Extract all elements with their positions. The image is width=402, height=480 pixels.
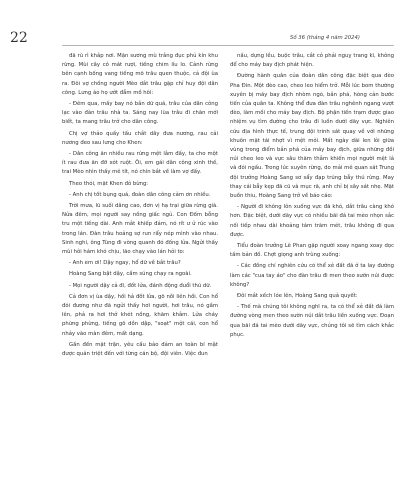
header-divider [62,45,394,46]
paragraph: - Mọi người dậy cả đi, đốt lửa, đánh động đuổi thú dữ. [69,282,212,289]
paragraph: - Người đi không lôn xuống vực đã khó, dắt trâu càng khó hơn. Đặc biệt, dưới dãy vực có nhiều bãi đá tai mèo nhọn sắc nối tiếp nhau dài khoảng tám trăm mét, trâu không đi qua được. [230,204,394,238]
paragraph: - Dân công ăn nhiều rau rừng mệt lắm đấy, ta cho một ít rau đưa ăn đỡ xót ruột. Ôi, em gái dân công xinh thế, trai Mèo nhìn thấy mê tít, nó chín bắt về làm vợ đấy. [62,151,218,176]
paragraph: Hoàng Sang bật dậy, cầm súng chạy ra ngoài. [69,271,192,278]
paragraph: Đôi mắt xếch lóe lên, Hoàng Sang quả quyết: [237,293,358,300]
paragraph: Gần đến mặt trận, yêu cầu bảo đảm an toàn bí mật được quán triệt đến với từng cán bộ, đội viên. Việc đun [62,341,218,358]
right-column [230,52,394,342]
paragraph: đã rù rì khắp nơi. Mặn sương mù trắng đục phủ kín khu rừng. Mùi cây cỏ mát rượi, tiếng chim líu lo. Cảnh rừng bên cạnh bống vang tiếng mõ trâu quen thuộc, cả đội ùa ra. Đôi vợ chồng người Mèo dắt trâu gặp chỉ huy đội dân công. Lưng áo họ ướt đẫm mồ hôi: [62,53,218,96]
paragraph: nấu, dựng lều, buộc trâu, cắt cỏ phải nguỵ trang kĩ, không để cho máy bay địch phát hiện. [230,53,394,69]
paragraph: - Đêm qua, mấy bay nó bắn dữ quá, trâu của dân công lạc vào đàn trâu nhà ta. Sáng nay lùa trâu đi chăn mới biết, ta mang trâu trở cho dân công. [62,101,218,126]
paragraph: - Các đồng chí nghiên cứu có thể xẻ đất đá ở ta lay đường làm các "cua tay áo" cho đàn trâu đi men theo sườn núi được không? [230,263,394,288]
paragraph: Tiểu đoàn trưởng Lê Phan gặp người xoay ngang xoay dọc tấm bản đồ. Chợt giọng anh trùng xuống: [230,243,394,259]
paragraph: Trời mưa, lũ suối dâng cao, đơn vị hạ trại giữa rừng già. Nửa đêm, mọi người say nồng giấc ngủ. Con Đốm bỗng tru một tiếng dài. Anh mắt khiếp đảm, nó rít ư ử rúc vào trong lán. Đàn trâu hoảng sợ run rẩy nép mình vào nhau. Sinh nghi, ông Tùng đi vòng quanh đó đống lửa. Ngửi thấy mùi hôi hám khó chịu, lão chạy vào lán hỏi to: [62,203,218,256]
paragraph: Theo thói, mặt Khen đỏ bừng: [69,180,149,187]
paragraph: Chị vợ thảo quấy tấu chắt dây đưa nương, rau cải nương đeo sau lưng cho Khen: [62,130,218,146]
page-number: 22 [10,30,28,46]
paragraph: - Anh chị tốt bụng quá, đoàn dân công cảm ơn nhiều. [69,191,211,198]
paragraph: - Thế mà chúng tôi không nghĩ ra, ta có thể xẻ đất đá làm đường vòng men theo sườn núi dắt trâu liền xuống vực. Đoạn qua bãi đá tai mèo dưới dãy vực, chúng tôi sẽ tìm cách khắc phục. [230,304,394,338]
paragraph: Đường hành quân của đoàn dân công đặc biệt qua đèo Pha Đin. Một đèo cao, cheo leo hiểm trở. Mỗi lúc bom thường xuyên bị máy bay địch nhòm ngó, bắn phá, hòng cản bước tiến của quân ta. Không thể đưa đàn trâu nghênh ngang vượt đèo, làm mồi cho máy bay địch. Bộ phận tiền trạm được giao nhiệm vụ tìm đường cho trâu đi luồn dưới dãy vực. Nghiên cứu địa hình thực tế, trung đội trinh sát quay về với những khuôn mặt tái nhợt vì mệt mỏi. Mất ngày dài len lỏi giữa vùng trong điểm bắn phá của máy bay địch, giữa những đồi núi cheo leo và vực sâu thăm thẳm khiến mọi người mệt lả và đói ngấu. Trong lúc xuyên rừng, do mải mê quan sát Trung đội trưởng Hoàng Sang sơ sẩy đạp trúng bẫy thú rừng. May thay cái bẫy kẹp đã cũ và mục rã, anh chỉ bị sây sát nhẹ. Mặt buồn thiu, Hoàng Sang trở về báo cáo: [230,73,394,200]
paragraph: - Anh em ơi! Dậy ngay, hổ dữ về bắt trâu? [69,260,181,267]
left-column [62,52,218,361]
paragraph: Cả đơn vị ùa dậy, hối hả đốt lửa, gõ nồi liên hồi. Con hổ đói đương như đã ngửi thấy hơi người, hơi trâu, nó gầm lên, phả ra hơi thở khét nồng, khăm khắm. Lửa cháy phừng phừng, tiếng gõ dồn dập, "soạt" một cái, con hổ nhảy vào màn đêm, mất dạng. [62,293,218,337]
issue-info: Số 36 (tháng 4 năm 2024) [290,35,360,41]
